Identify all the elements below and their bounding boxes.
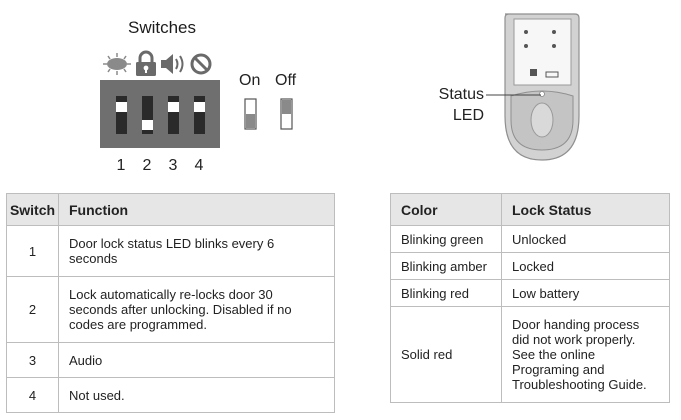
table-row xyxy=(7,343,335,378)
dip-switch-4[interactable] xyxy=(194,96,205,134)
table-row xyxy=(391,226,670,253)
switch-number-4: 4 xyxy=(194,157,204,174)
lock-status-table xyxy=(390,193,670,403)
dip-switch-block xyxy=(100,80,220,148)
status-cell: Unlocked xyxy=(502,226,670,253)
function-cell: Lock automatically re-locks door 30 seconds after unlocking. Disabled if no codes are programmed. xyxy=(59,277,335,343)
header-color: Color xyxy=(391,194,502,226)
status-led-label xyxy=(420,84,484,126)
switches-title: Switches xyxy=(127,18,197,37)
table-header-row xyxy=(7,194,335,226)
on-label: On xyxy=(239,72,261,89)
header-lock-status: Lock Status xyxy=(502,194,670,226)
off-label: Off xyxy=(275,72,297,89)
table-row xyxy=(7,378,335,413)
dip-switch-3[interactable] xyxy=(168,96,179,134)
switch-function-table xyxy=(6,193,335,413)
table-row xyxy=(391,280,670,307)
status-cell: Door handing process did not work properly. See the online Programing and Troubleshooting Guide. xyxy=(502,307,670,403)
off-switch-example xyxy=(281,99,292,129)
switch-cell: 3 xyxy=(7,343,59,378)
switch-number-3: 3 xyxy=(168,157,178,174)
function-cell: Not used. xyxy=(59,378,335,413)
function-cell: Audio xyxy=(59,343,335,378)
table-row xyxy=(7,226,335,277)
color-cell: Blinking green xyxy=(391,226,502,253)
switch-number-2: 2 xyxy=(142,157,152,174)
switch-cell: 2 xyxy=(7,277,59,343)
table-row xyxy=(391,253,670,280)
switch-cell: 1 xyxy=(7,226,59,277)
table-row xyxy=(391,307,670,403)
no-symbol-icon xyxy=(192,55,210,73)
function-cell: Door lock status LED blinks every 6 seconds xyxy=(59,226,335,277)
header-switch: Switch xyxy=(7,194,59,226)
lock-diagram xyxy=(495,10,595,170)
color-cell: Solid red xyxy=(391,307,502,403)
status-led-label-line2: LED xyxy=(452,107,484,124)
on-switch-example xyxy=(245,99,256,129)
switch-number-1: 1 xyxy=(116,157,126,174)
status-cell: Locked xyxy=(502,253,670,280)
sun-led-icon xyxy=(103,53,131,75)
speaker-icon xyxy=(161,54,183,74)
color-cell: Blinking red xyxy=(391,280,502,307)
table-row xyxy=(7,277,335,343)
switch-icons xyxy=(100,50,220,78)
status-led-leader-line xyxy=(486,92,544,102)
status-cell: Low battery xyxy=(502,280,670,307)
on-off-legend xyxy=(244,98,300,132)
switch-cell: 4 xyxy=(7,378,59,413)
dip-switch-1[interactable] xyxy=(116,96,127,134)
padlock-icon xyxy=(136,52,156,76)
header-function: Function xyxy=(59,194,335,226)
dip-switch-2[interactable] xyxy=(142,96,153,134)
table-header-row xyxy=(391,194,670,226)
status-led-label-line1: Status xyxy=(438,86,484,103)
color-cell: Blinking amber xyxy=(391,253,502,280)
